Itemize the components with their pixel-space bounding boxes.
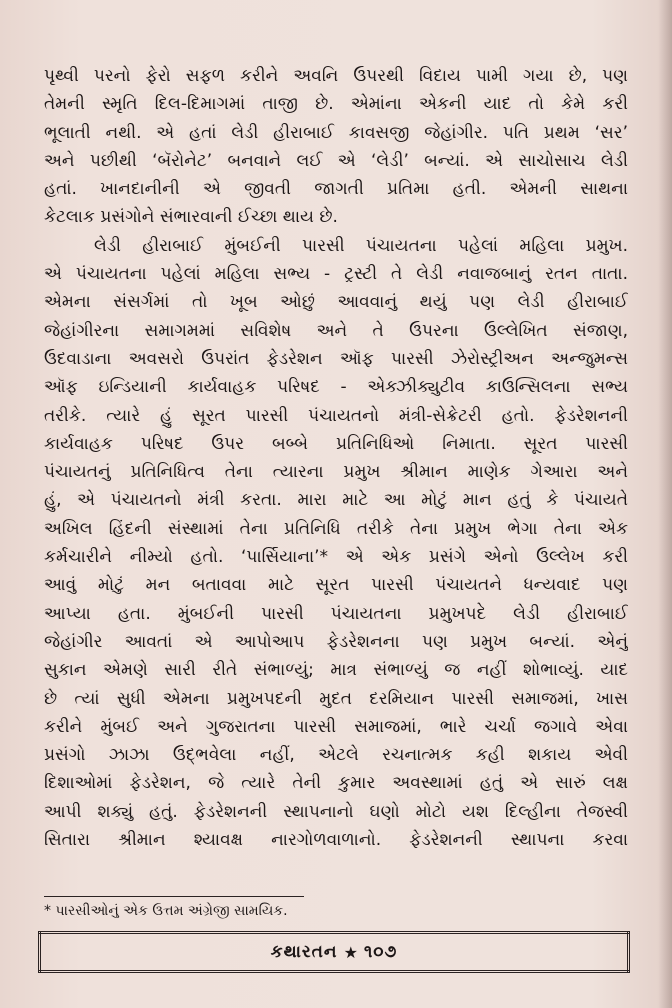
text-line: ઑફ ઇન્ડિયાની કાર્યવાહક પરિષદ - એક્ઝીક્યુટીવ કાઉન્સિલના સભ્ય: [44, 377, 628, 398]
text-line: પ્રસંગો ઝાઝા ઉદ્ભવેલા નહીં, એટલે રચનાત્મક કહી શકાય એવી: [44, 745, 628, 766]
text-line: એ પંચાયતના પહેલાં મહિલા સભ્ય - ટ્રસ્ટી તે લેડી નવાજબાનું રતન તાતા.: [44, 264, 628, 285]
body-text: [44, 62, 628, 854]
text-line: કેટલાક પ્રસંગોને સંભારવાની ઈચ્છા થાય છે.: [44, 207, 338, 228]
text-line: ઉદવાડાના અવસરો ઉપરાંત ફેડરેશન ઑફ પારસી ઝેરોસ્ટ્રીઅન અન્જુમન્સ: [44, 348, 628, 369]
text-line: જેહાંગીરના સમાગમમાં સવિશેષ અને તે ઉપરના ઉલ્લેખિત સંજાણ,: [44, 320, 628, 341]
page-number: ૧૦૭: [363, 942, 398, 962]
text-line: એમના સંસર્ગમાં તો ખૂબ ઓછું આવવાનું થયું પણ લેડી હીરાબાઈ: [44, 292, 628, 313]
text-line: છે ત્યાં સુધી એમના પ્રમુખપદની મુદત દરમિયાન પારસી સમાજમાં, ખાસ: [44, 688, 628, 709]
book-title: કથારતન: [270, 942, 338, 962]
text-line: કાર્યવાહક પરિષદ ઉપર બબ્બે પ્રતિનિધિઓ નિમાતા. સૂરત પારસી: [44, 433, 628, 454]
text-line: પૃથ્વી પરનો ફેરો સફળ કરીને અવનિ ઉપરથી વિદાય પામી ગયા છે, પણ: [44, 66, 628, 86]
text-line: હું, એ પંચાયતનો મંત્રી કરતા. મારા માટે આ મોટું માન હતું કે પંચાયતે: [44, 490, 628, 511]
page-spine-shadow: [658, 0, 672, 1008]
text-line: કરીને મુંબઈ અને ગુજરાતના પારસી સમાજમાં, ભારે ચર્ચા જગાવે એવા: [44, 716, 628, 737]
running-footer: [38, 931, 630, 973]
text-line: અખિલ હિંદની સંસ્થામાં તેના પ્રતિનિધિ તરીકે તેના પ્રમુખ ભેગા તેના એક: [44, 518, 628, 539]
text-line: આપ્યા હતા. મુંબઈની પારસી પંચાયતના પ્રમુખપદે લેડી હીરાબાઈ: [44, 603, 628, 624]
footnote: * પારસીઓનું એક ઉત્તમ અંગ્રેજી સામયિક.: [44, 903, 288, 919]
text-line: લેડી હીરાબાઈ મુંબઈની પારસી પંચાયતના પહેલાં મહિલા પ્રમુખ.: [94, 235, 628, 256]
footnote-divider: [44, 896, 304, 897]
text-line: ભૂલાતી નથી. એ હતાં લેડી હીરાબાઈ કાવસજી જેહાંગીર. પતિ પ્રથમ ‘સર’: [44, 122, 628, 143]
text-line: સુકાન એમણે સારી રીતે સંભાળ્યું; માત્ર સંભાળ્યું જ નહીં શોભાવ્યું. યાદ: [44, 660, 628, 681]
text-line: કર્મચારીને નીમ્યો હતો. ‘પાર્સિયાના’* એ એક પ્રસંગે એનો ઉલ્લેખ કરી: [44, 547, 628, 568]
text-line: અને પછીથી ‘બૅરોનેટ’ બનવાને લઈ એ ‘લેડી’ બન્યાં. એ સાચોસાચ લેડી: [44, 150, 628, 171]
text-line: હતાં. ખાનદાનીની એ જીવતી જાગતી પ્રતિમા હતી. એમની સાથના: [44, 179, 628, 200]
text-line: જેહાંગીર આવતાં એ આપોઆપ ફેડરેશનના પણ પ્રમુખ બન્યાં. એનું: [44, 631, 628, 652]
text-line: આપી શક્યું હતું. ફેડરેશનની સ્થાપનાનો ઘણો મોટો યશ દિલ્હીના તેજસ્વી: [44, 801, 628, 822]
text-line: પંચાયતનું પ્રતિનિધિત્વ તેના ત્યારના પ્રમુખ શ્રીમાન માણેક ગેઆરા અને: [44, 462, 628, 483]
text-line: તેમની સ્મૃતિ દિલ-દિમાગમાં તાજી છે. એમાંના એકની યાદ તો કેમે કરી: [44, 94, 628, 115]
text-line: દિશાઓમાં ફેડરેશન, જે ત્યારે તેની કુમાર અવસ્થામાં હતું એ સારું લક્ષ: [44, 773, 628, 794]
star-icon: ★: [343, 942, 358, 962]
text-line: આવું મોટું મન બતાવવા માટે સૂરત પારસી પંચાયતને ધન્યવાદ પણ: [44, 575, 628, 596]
text-line: સિતારા શ્રીમાન શ્યાવક્ષ નારગોળવાળાનો. ફેડરેશનની સ્થાપના કરવા: [44, 830, 628, 851]
text-line: તરીકે. ત્યારે હું સૂરત પારસી પંચાયતનો મંત્રી-સેક્રેટરી હતો. ફેડરેશનની: [44, 405, 628, 426]
